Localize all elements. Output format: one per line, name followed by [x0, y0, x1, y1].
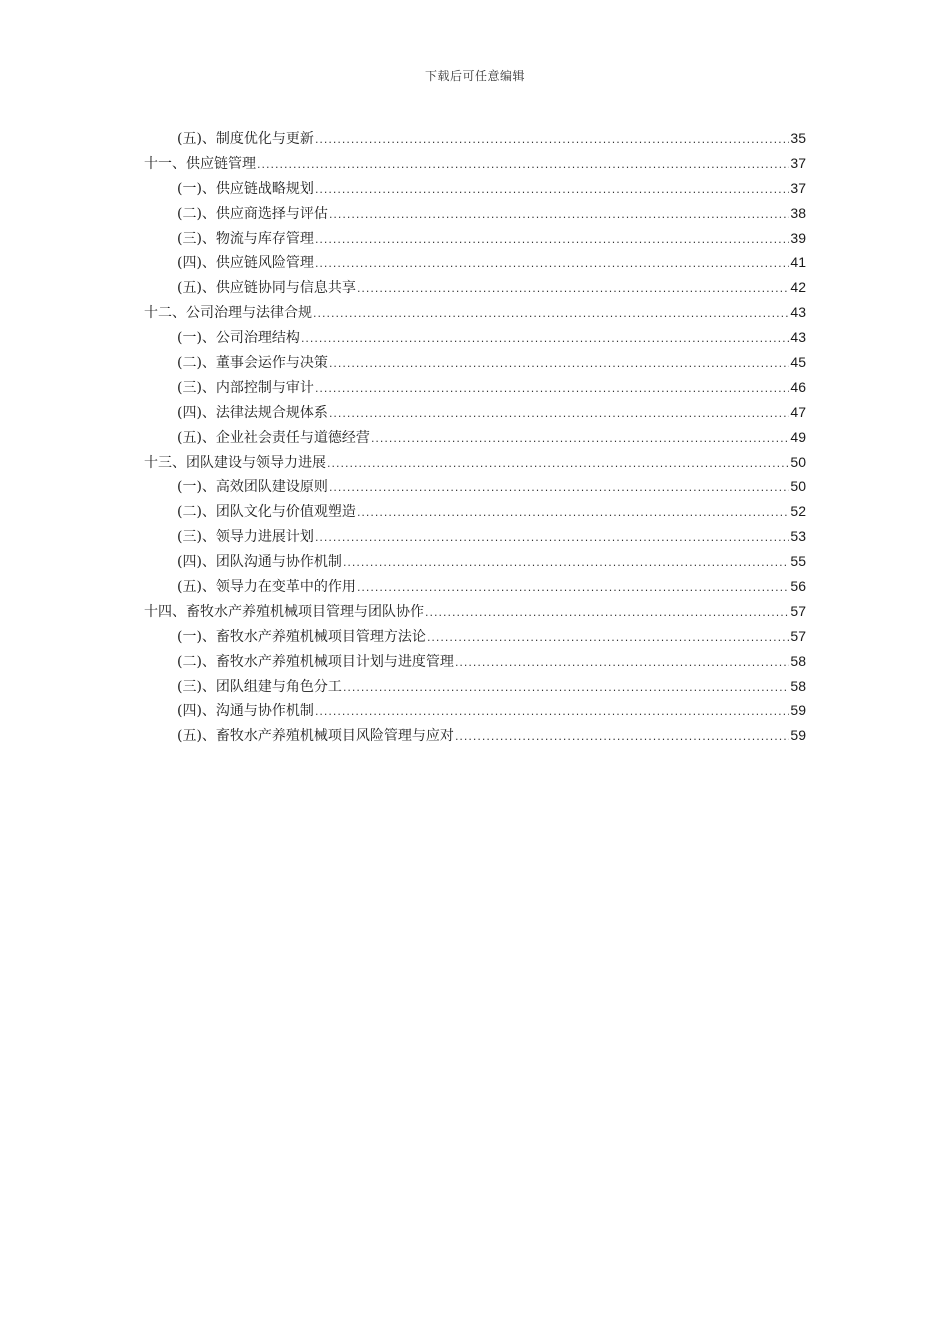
toc-entry-label: 十四、畜牧水产养殖机械项目管理与团队协作 — [144, 603, 424, 620]
toc-entry-label: (二)、供应商选择与评估 — [177, 205, 328, 222]
toc-entry-page-number: 39 — [790, 229, 806, 246]
toc-entry-page-number: 41 — [790, 254, 806, 271]
toc-entry-label: (五)、畜牧水产养殖机械项目风险管理与应对 — [177, 728, 454, 745]
toc-dot-leader — [257, 153, 789, 178]
toc-entry-page-number: 57 — [790, 627, 806, 644]
toc-entry-label: (三)、物流与库存管理 — [177, 230, 314, 247]
toc-entry-label: (五)、企业社会责任与道德经营 — [177, 429, 370, 446]
toc-dot-leader — [301, 327, 789, 352]
toc-dot-leader — [329, 203, 789, 228]
toc-entry-label: (一)、畜牧水产养殖机械项目管理方法论 — [177, 628, 426, 645]
toc-dot-leader — [343, 676, 789, 701]
toc-entry[interactable] — [144, 649, 806, 674]
toc-entry[interactable] — [144, 723, 806, 748]
toc-dot-leader — [315, 178, 789, 203]
toc-entry-page-number: 43 — [790, 304, 806, 321]
toc-entry-page-number: 45 — [790, 354, 806, 371]
toc-entry-label: (四)、团队沟通与协作机制 — [177, 554, 342, 571]
toc-entry-label: (二)、团队文化与价值观塑造 — [177, 504, 356, 521]
toc-entry[interactable] — [144, 375, 806, 400]
toc-dot-leader — [329, 352, 789, 377]
toc-entry-label: (二)、畜牧水产养殖机械项目计划与进度管理 — [177, 653, 454, 670]
toc-entry-page-number: 56 — [790, 578, 806, 595]
toc-entry[interactable] — [144, 549, 806, 574]
toc-entry[interactable] — [144, 350, 806, 375]
toc-dot-leader — [343, 551, 789, 576]
toc-entry[interactable] — [144, 126, 806, 151]
toc-entry-page-number: 50 — [790, 478, 806, 495]
table-of-contents — [144, 126, 806, 748]
toc-entry[interactable] — [144, 624, 806, 649]
toc-entry-label: (四)、供应链风险管理 — [177, 255, 314, 272]
toc-dot-leader — [329, 476, 789, 501]
toc-entry[interactable] — [144, 474, 806, 499]
toc-entry-page-number: 35 — [790, 130, 806, 146]
toc-entry[interactable] — [144, 325, 806, 350]
toc-entry[interactable] — [144, 400, 806, 425]
toc-entry[interactable] — [144, 425, 806, 450]
toc-entry[interactable] — [144, 176, 806, 201]
toc-dot-leader — [455, 651, 789, 676]
toc-entry-label: (五)、制度优化与更新 — [177, 131, 314, 147]
toc-entry-page-number: 37 — [790, 179, 806, 196]
toc-dot-leader — [313, 302, 789, 327]
toc-dot-leader — [357, 576, 789, 601]
toc-entry[interactable] — [144, 250, 806, 275]
toc-entry-label: (三)、领导力进展计划 — [177, 529, 314, 546]
toc-dot-leader — [329, 402, 789, 427]
toc-dot-leader — [315, 700, 789, 725]
toc-entry[interactable] — [144, 201, 806, 226]
toc-entry-label: (五)、领导力在变革中的作用 — [177, 579, 356, 596]
toc-entry-page-number: 55 — [790, 553, 806, 570]
toc-entry[interactable] — [144, 151, 806, 176]
toc-entry-page-number: 38 — [790, 204, 806, 221]
toc-entry-label: (一)、供应链战略规划 — [177, 180, 314, 197]
toc-entry[interactable] — [144, 450, 806, 475]
toc-dot-leader — [425, 601, 789, 626]
toc-entry[interactable] — [144, 674, 806, 699]
toc-dot-leader — [315, 526, 789, 551]
toc-entry-page-number: 47 — [790, 403, 806, 420]
toc-entry-page-number: 53 — [790, 528, 806, 545]
toc-entry[interactable] — [144, 599, 806, 624]
toc-entry-page-number: 59 — [790, 727, 806, 744]
toc-entry-label: (五)、供应链协同与信息共享 — [177, 280, 356, 297]
toc-entry-page-number: 59 — [790, 702, 806, 719]
toc-dot-leader — [315, 252, 789, 277]
toc-entry-page-number: 43 — [790, 329, 806, 346]
toc-entry-label: (一)、公司治理结构 — [177, 330, 300, 347]
toc-dot-leader — [315, 228, 789, 253]
toc-entry-page-number: 42 — [790, 279, 806, 296]
toc-entry-page-number: 50 — [790, 453, 806, 470]
toc-entry-page-number: 57 — [790, 602, 806, 619]
toc-entry-label: (四)、沟通与协作机制 — [177, 703, 314, 720]
toc-dot-leader — [357, 277, 789, 302]
toc-entry-label: (三)、内部控制与审计 — [177, 379, 314, 396]
toc-dot-leader — [371, 427, 789, 452]
toc-entry[interactable] — [144, 499, 806, 524]
toc-entry[interactable] — [144, 226, 806, 251]
toc-entry-page-number: 58 — [790, 677, 806, 694]
toc-entry-page-number: 37 — [790, 154, 806, 171]
toc-entry-page-number: 49 — [790, 428, 806, 445]
toc-entry[interactable] — [144, 275, 806, 300]
page-header: 下载后可任意编辑 — [424, 69, 525, 83]
toc-entry[interactable] — [144, 698, 806, 723]
toc-dot-leader — [427, 626, 789, 651]
toc-entry-label: 十三、团队建设与领导力进展 — [144, 454, 326, 471]
toc-entry[interactable] — [144, 524, 806, 549]
toc-entry-label: 十二、公司治理与法律合规 — [144, 305, 312, 322]
toc-entry-label: 十一、供应链管理 — [144, 155, 256, 172]
toc-entry-label: (一)、高效团队建设原则 — [177, 479, 328, 496]
toc-entry[interactable] — [144, 574, 806, 599]
toc-dot-leader — [455, 725, 789, 750]
toc-dot-leader — [357, 501, 789, 526]
toc-entry-label: (二)、董事会运作与决策 — [177, 355, 328, 372]
toc-entry[interactable] — [144, 300, 806, 325]
toc-entry-page-number: 58 — [790, 652, 806, 669]
toc-entry-page-number: 52 — [790, 503, 806, 520]
toc-entry-page-number: 46 — [790, 378, 806, 395]
toc-dot-leader — [315, 377, 789, 402]
toc-dot-leader — [327, 452, 789, 477]
toc-entry-label: (三)、团队组建与角色分工 — [177, 678, 342, 695]
toc-dot-leader — [315, 128, 789, 153]
toc-entry-label: (四)、法律法规合规体系 — [177, 404, 328, 421]
